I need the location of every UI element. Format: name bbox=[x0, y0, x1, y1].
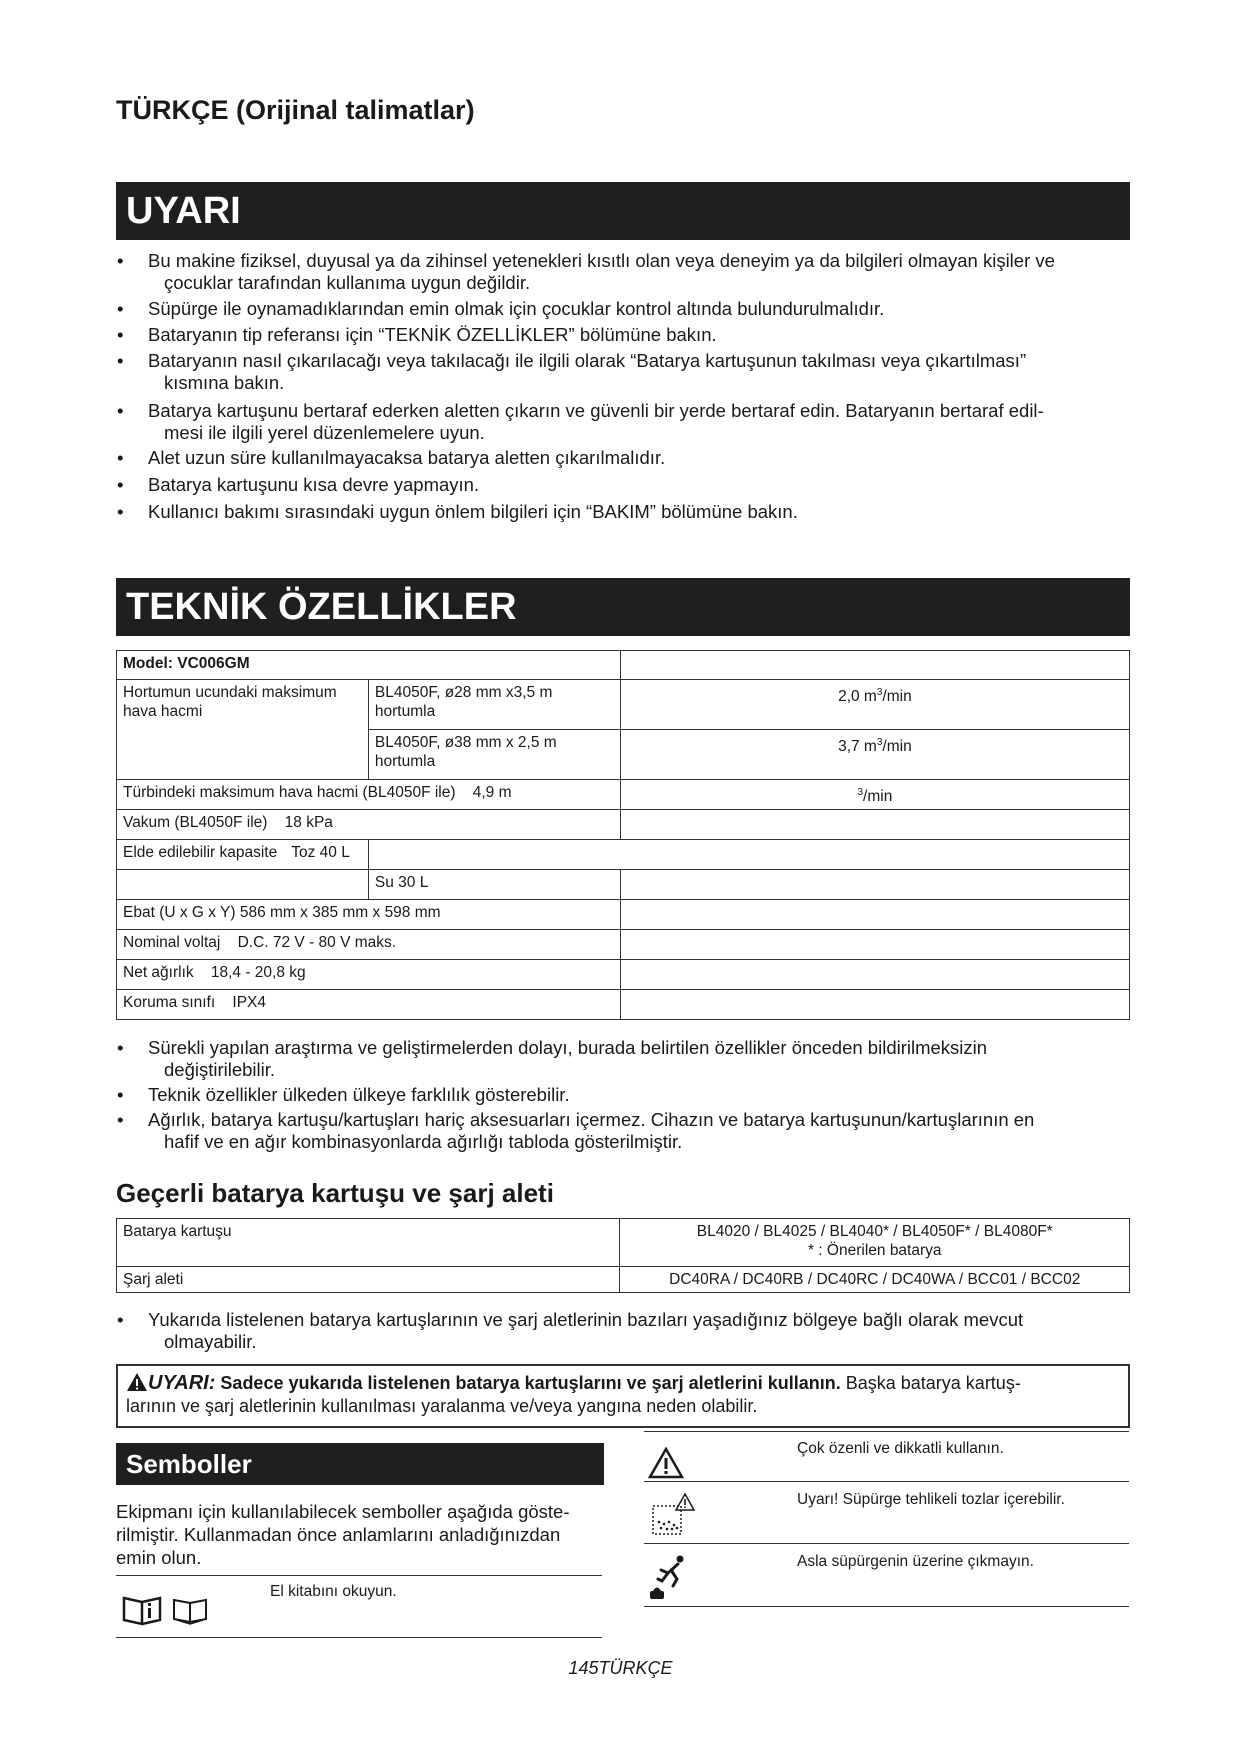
battery-warning-box bbox=[116, 1364, 1130, 1428]
protection-cell: Koruma sınıfı IPX4 bbox=[117, 990, 621, 1020]
spec-table bbox=[116, 650, 1130, 1020]
warning-heading: UYARI bbox=[116, 182, 1130, 240]
weight-cell: Net ağırlık 18,4 - 20,8 kg bbox=[117, 960, 621, 990]
empty-cell bbox=[620, 870, 1129, 900]
airflow-label: Hortumun ucundaki maksimum hava hacmi bbox=[117, 680, 369, 780]
divider bbox=[644, 1606, 1129, 1607]
charger-label: Şarj aleti bbox=[117, 1267, 620, 1293]
caution-triangle-icon bbox=[648, 1447, 684, 1479]
warning-text: Başka batarya kartuş- bbox=[845, 1373, 1021, 1393]
airflow-value: 3,7 $m^3/\min$ bbox=[620, 730, 1129, 780]
spec-notes bbox=[116, 1037, 1136, 1153]
empty-cell bbox=[620, 930, 1129, 960]
list-item: • Teknik özellikler ülkeden ülkeye farklılık gösterebilir. bbox=[116, 1084, 1136, 1106]
empty-cell bbox=[620, 651, 1129, 680]
divider bbox=[644, 1431, 1129, 1432]
list-item: • Bataryanın tip referansı için “TEKNİK ÖZELLİKLER” bölümüne bakın. bbox=[116, 324, 1136, 346]
no-stepping-icon bbox=[644, 1553, 690, 1601]
warning-list bbox=[116, 250, 1136, 523]
list-item: • Yukarıda listelenen batarya kartuşlarının ve şarj aletlerinin bazıları yaşadığınız bölgeye bağlı olarak mevcut olmayabilir. bbox=[116, 1309, 1136, 1353]
airflow-cond: BL4050F, ø38 mm x 2,5 m hortumla bbox=[368, 730, 620, 780]
empty-cell bbox=[117, 870, 369, 900]
capacity-label-cell: Elde edilebilir kapasite Toz 40 L bbox=[117, 840, 369, 870]
read-manual-icon bbox=[122, 1594, 222, 1626]
warning-text: larının ve şarj aletlerinin kullanılması yaralanma ve/veya yangına neden olabilir. bbox=[126, 1396, 758, 1416]
symbols-heading: Semboller bbox=[116, 1443, 604, 1485]
warning-bold-text: Sadece yukarıda listelenen batarya kartuşlarını ve şarj aletlerini kullanın. bbox=[220, 1373, 841, 1393]
warning-label: UYARI: bbox=[148, 1372, 216, 1394]
cartridge-value: BL4020 / BL4025 / BL4040* / BL4050F* / BL4080F* * : Önerilen batarya bbox=[620, 1219, 1130, 1267]
empty-cell bbox=[620, 960, 1129, 990]
warning-triangle-icon bbox=[126, 1372, 148, 1392]
turbine-cell: Türbindeki maksimum hava hacmi (BL4050F ile) 4,9 m bbox=[117, 780, 621, 810]
empty-cell bbox=[620, 990, 1129, 1020]
empty-cell bbox=[620, 810, 1129, 840]
dust-warning-icon bbox=[650, 1492, 696, 1536]
caution-symbol-text: Çok özenli ve dikkatli kullanın. bbox=[797, 1440, 1004, 1457]
battery-table bbox=[116, 1218, 1130, 1293]
voltage-cell: Nominal voltaj D.C. 72 V - 80 V maks. bbox=[117, 930, 621, 960]
airflow-value: 2,0 $m^3/\min$ bbox=[620, 680, 1129, 730]
list-item: • Ağırlık, batarya kartuşu/kartuşları hariç aksesuarları içermez. Cihazın ve batarya kartuşunun/kartuşlarının en hafif ve en ağır kombinasyonlarda ağırlığı tabloda gösterilmiştir. bbox=[116, 1109, 1136, 1153]
list-item: • Süpürge ile oynamadıklarından emin olmak için çocuklar kontrol altında bulundurulmalıdır. bbox=[116, 298, 1136, 320]
symbols-intro: Ekipmanı için kullanılabilecek semboller aşağıda göste- rilmiştir. Kullanmadan önce anlamlarını anladığınızdan emin olun. bbox=[116, 1501, 570, 1568]
divider bbox=[644, 1543, 1129, 1544]
dust-symbol-text: Uyarı! Süpürge tehlikeli tozlar içerebilir. bbox=[797, 1491, 1065, 1508]
list-item: • Batarya kartuşunu kısa devre yapmayın. bbox=[116, 474, 1136, 496]
divider bbox=[644, 1481, 1129, 1482]
empty-cell bbox=[620, 900, 1129, 930]
cartridge-label: Batarya kartuşu bbox=[117, 1219, 620, 1267]
vacuum-cell: Vakum (BL4050F ile) 18 kPa bbox=[117, 810, 621, 840]
model-cell: Model: VC006GM bbox=[117, 651, 621, 680]
list-item: • Bataryanın nasıl çıkarılacağı veya takılacağı ile ilgili olarak “Batarya kartuşunun takılması veya çıkartılması” kısmına bakın. bbox=[116, 350, 1136, 394]
page-number: 145TÜRKÇE bbox=[568, 1658, 673, 1678]
list-item: • Batarya kartuşunu bertaraf ederken aletten çıkarın ve güvenli bir yerde bertaraf edin. Bataryanın bertaraf edil- mesi ile ilgili yerel düzenlemelere uyun. bbox=[116, 400, 1136, 444]
specs-heading: TEKNİK ÖZELLİKLER bbox=[116, 578, 1130, 636]
divider bbox=[116, 1637, 602, 1638]
list-item: • Sürekli yapılan araştırma ve geliştirmelerden dolayı, burada belirtilen özellikler önceden bildirilmeksizin değiştirilebilir. bbox=[116, 1037, 1136, 1081]
divider bbox=[116, 1575, 602, 1576]
page-language-title: TÜRKÇE (Orijinal talimatlar) bbox=[116, 95, 475, 125]
list-item: • Bu makine fiziksel, duyusal ya da zihinsel yetenekleri kısıtlı olan veya deneyim ya da bilgileri olmayan kişiler ve çocuklar tarafından kullanıma uygun değildir. bbox=[116, 250, 1136, 294]
list-item: • Kullanıcı bakımı sırasındaki uygun önlem bilgileri için “BAKIM” bölümüne bakın. bbox=[116, 501, 1136, 523]
empty-cell bbox=[368, 840, 1129, 870]
dimensions-cell: Ebat (U x G x Y) 586 mm x 385 mm x 598 mm bbox=[117, 900, 621, 930]
manual-symbol-text: El kitabını okuyun. bbox=[270, 1583, 397, 1600]
turbine-unit: $^3$/min bbox=[620, 780, 1129, 810]
capacity-water: Su 30 L bbox=[368, 870, 620, 900]
charger-value: DC40RA / DC40RB / DC40RC / DC40WA / BCC01 / BCC02 bbox=[620, 1267, 1130, 1293]
no-step-symbol-text: Asla süpürgenin üzerine çıkmayın. bbox=[797, 1553, 1034, 1570]
battery-note bbox=[116, 1309, 1136, 1353]
battery-heading: Geçerli batarya kartuşu ve şarj aleti bbox=[116, 1178, 554, 1208]
airflow-cond: BL4050F, ø28 mm x3,5 m hortumla bbox=[368, 680, 620, 730]
list-item: • Alet uzun süre kullanılmayacaksa batarya aletten çıkarılmalıdır. bbox=[116, 447, 1136, 469]
